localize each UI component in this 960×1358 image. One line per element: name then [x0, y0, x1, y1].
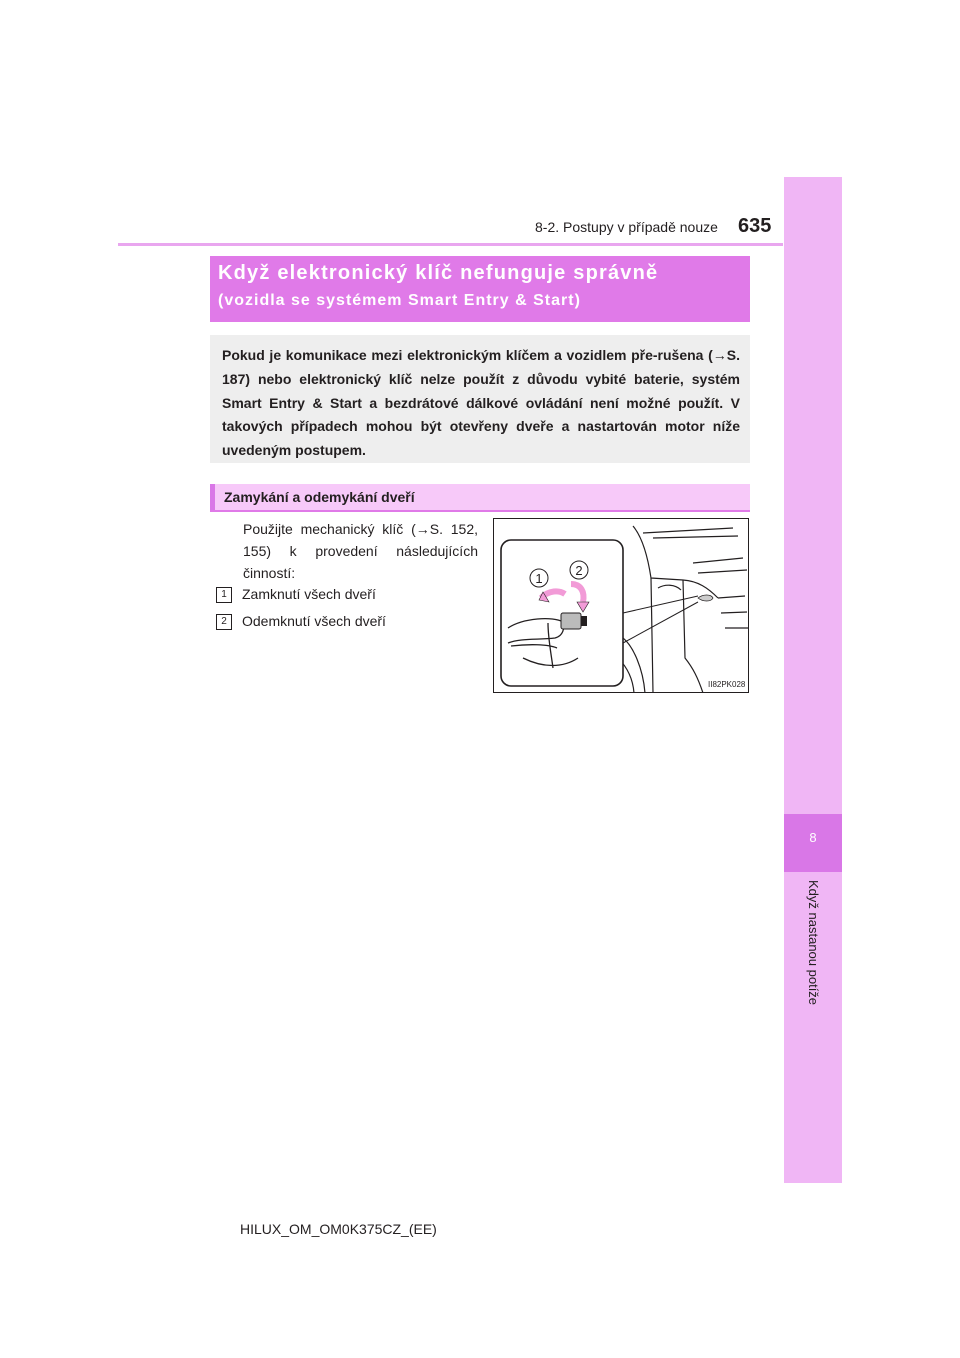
document-code: HILUX_OM_OM0K375CZ_(EE) [240, 1221, 437, 1237]
door-lock-illustration [493, 518, 749, 693]
illustration-code: II82PK028 [708, 680, 746, 689]
page-number: 635 [738, 215, 772, 237]
chapter-label: Když nastanou potíže [806, 880, 821, 1006]
chapter-side-tab [784, 177, 842, 1183]
step-text: Odemknutí všech dveří [242, 613, 386, 629]
intro-text: Pokud je komunikace mezi elektronickým klíčem a vozidlem pře-rušena (→S. 187) nebo elektronický klíč nelze použít z důvodu vybité baterie, systém Smart Entry & Start a bezdrátové dálkové ovládání není možné použít. V takových případech mohou být otevřeny dveře a nastartován motor níže uvedeným postupem. [222, 347, 740, 459]
callout-2: 2 [575, 563, 583, 578]
section-title: Když elektronický klíč nefunguje správně [218, 262, 659, 284]
chapter-number: 8 [809, 830, 817, 845]
step-number: 1 [216, 587, 232, 603]
section-subtitle: (vozidla se systémem Smart Entry & Start) [218, 292, 581, 309]
step-text: Zamknutí všech dveří [242, 586, 376, 602]
header-divider [118, 243, 783, 246]
subsection-title: Zamykání a odemykání dveří [224, 489, 415, 505]
step-number: 2 [216, 614, 232, 630]
body-text: Použijte mechanický klíč (→S. 152, 155) k provedení následujících činností: [243, 521, 478, 581]
chapter-reference: 8-2. Postupy v případě nouze [535, 219, 718, 235]
subsection-accent-bar [210, 484, 215, 510]
callout-1: 1 [535, 571, 543, 586]
